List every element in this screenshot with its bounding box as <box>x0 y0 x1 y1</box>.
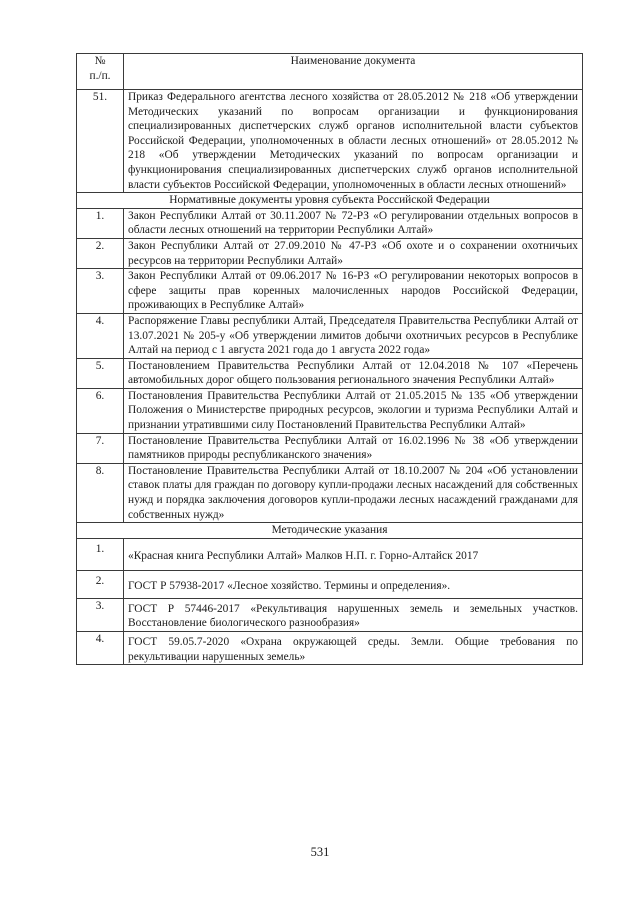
table-row <box>77 358 583 388</box>
row-number: 3. <box>77 269 124 314</box>
row-document: Постановлением Правительства Республики Алтай от 12.04.2018 № 107 «Перечень автомобильных дорог общего пользования регионального значения Республики Алтай» <box>124 358 583 388</box>
row-number: 2. <box>77 238 124 268</box>
row-number: 5. <box>77 358 124 388</box>
section-row-regional <box>77 193 583 209</box>
row-document: ГОСТ Р 57446-2017 «Рекультивация нарушенных земель и земельных участков. Восстановление биологического разнообразия» <box>124 598 583 631</box>
row-number: 51. <box>77 90 124 193</box>
table-row <box>77 388 583 433</box>
row-number: 3. <box>77 598 124 631</box>
table-row <box>77 433 583 463</box>
row-document: «Красная книга Республики Алтай» Малков Н.П. г. Горно-Алтайск 2017 <box>124 538 583 570</box>
title-column-header: Наименование документа <box>124 54 583 90</box>
row-document: Закон Республики Алтай от 27.09.2010 № 47-РЗ «Об охоте и о сохранении охотничьих ресурсов на территории Республики Алтай» <box>124 238 583 268</box>
row-document: Постановление Правительства Республики Алтай от 16.02.1996 № 38 «Об утверждении памятников природы республиканского значения» <box>124 433 583 463</box>
number-column-header: № п./п. <box>77 54 124 90</box>
table-header-row <box>77 54 583 90</box>
row-document: ГОСТ Р 57938-2017 «Лесное хозяйство. Термины и определения». <box>124 570 583 598</box>
row-document: Приказ Федерального агентства лесного хозяйства от 28.05.2012 № 218 «Об утверждении Методических указаний по вопросам организации и функционирования специализированных диспетчерских служб органов исполнительной власти субъектов Российской Федерации, уполномоченных в области лесных отношений» от 28.05.2012 № 218 «Об утверждении Методических указаний по вопросам организации и функционирования специализированных диспетчерских служб органов исполнительной власти субъектов Российской Федерации, уполномоченных в области лесных отношений» <box>124 90 583 193</box>
row-document: Постановление Правительства Республики Алтай от 18.10.2007 № 204 «Об установлении ставок платы для граждан по договору купли-продажи лесных насаждений для собственных нужд и порядка заключения договоров купли-продажи лесных насаждений гражданами для собственных нужд» <box>124 463 583 522</box>
table-row <box>77 632 583 665</box>
section-row-methodical <box>77 523 583 539</box>
row-number: 6. <box>77 388 124 433</box>
row-number: 7. <box>77 433 124 463</box>
row-document: Постановления Правительства Республики Алтай от 21.05.2015 № 135 «Об утверждении Положения о Министерстве природных ресурсов, экологии и туризма Республики Алтай и признании утратившими силу Постановлений Правительства Республики Алтай» <box>124 388 583 433</box>
table-row <box>77 463 583 522</box>
row-document: ГОСТ 59.05.7-2020 «Охрана окружающей среды. Земли. Общие требования по рекультивации нарушенных земель» <box>124 632 583 665</box>
table-row <box>77 313 583 358</box>
row-number: 2. <box>77 570 124 598</box>
row-document: Закон Республики Алтай от 30.11.2007 № 72-РЗ «О регулировании отдельных вопросов в области лесных отношений на территории Республики Алтай» <box>124 208 583 238</box>
row-number: 1. <box>77 208 124 238</box>
row-document: Распоряжение Главы республики Алтай, Председателя Правительства Республики Алтай от 13.07.2021 № 205-у «Об утверждении лимитов добычи охотничьих ресурсов в Республике Алтай на период с 1 августа 2021 года до 1 августа 2022 года» <box>124 313 583 358</box>
documents-table <box>76 53 583 665</box>
row-number: 4. <box>77 313 124 358</box>
table-row <box>77 269 583 314</box>
table-row <box>77 570 583 598</box>
row-number: 8. <box>77 463 124 522</box>
table-row <box>77 208 583 238</box>
section-title-methodical: Методические указания <box>77 523 583 539</box>
row-number: 1. <box>77 538 124 570</box>
table-row <box>77 538 583 570</box>
row-number: 4. <box>77 632 124 665</box>
page-number: 531 <box>310 845 330 859</box>
table-row <box>77 90 583 193</box>
table-row <box>77 238 583 268</box>
section-title-regional: Нормативные документы уровня субъекта Российской Федерации <box>77 193 583 209</box>
row-document: Закон Республики Алтай от 09.06.2017 № 16-РЗ «О регулировании некоторых вопросов в сфере защиты прав коренных малочисленных народов Российской Федерации, проживающих в Республике Алтай» <box>124 269 583 314</box>
table-row <box>77 598 583 631</box>
